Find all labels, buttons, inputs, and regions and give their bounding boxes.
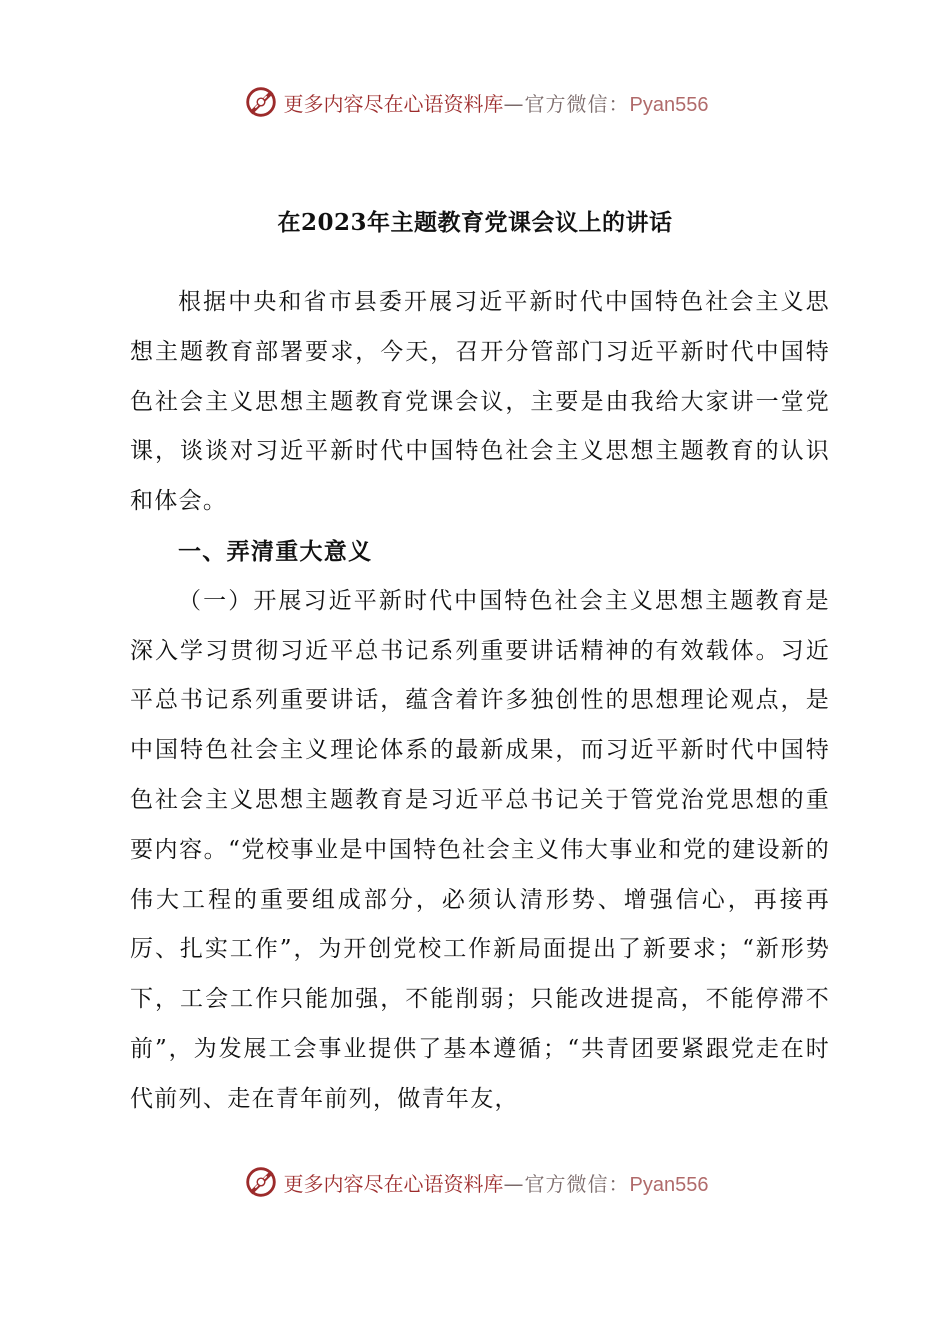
watermark-sub-text: 官方微信： (524, 1171, 630, 1196)
watermark-text (284, 88, 709, 117)
watermark-dash: — (503, 1171, 525, 1196)
section-heading: 一、弄清重大意义 (178, 537, 373, 565)
watermark-text (284, 1168, 709, 1197)
pen-nib-logo-icon (242, 83, 280, 121)
pen-nib-logo-icon (242, 1163, 280, 1201)
intro-paragraph: 根据中央和省市县委开展习近平新时代中国特色社会主义思想主题教育部署要求，今天，召开分管部门习近平新时代中国特色社会主义思想主题教育党课会议，主要是由我给大家讲一堂党课，谈谈对习近平新时代中国特色社会主义思想主题教育的认识和体会。 (130, 289, 830, 515)
watermark-main-text: 更多内容尽在心语资料库 (283, 91, 504, 116)
watermark-sub-text: 官方微信： (524, 91, 630, 116)
watermark-main-text: 更多内容尽在心语资料库 (283, 1171, 504, 1196)
document-body (130, 278, 830, 1125)
document-title: 在2023年主题教育党课会议上的讲话 (277, 209, 673, 236)
watermark-wechat-id: Pyan556 (629, 93, 709, 116)
header-watermark-banner (0, 80, 950, 124)
watermark-wechat-id: Pyan556 (629, 1173, 709, 1196)
watermark-dash: — (503, 91, 525, 116)
footer-watermark-banner (0, 1160, 950, 1204)
section-paragraph: （一）开展习近平新时代中国特色社会主义思想主题教育是深入学习贯彻习近平总书记系列重要讲话精神的有效载体。习近平总书记系列重要讲话，蕴含着许多独创性的思想理论观点，是中国特色社会主义理论体系的最新成果，而习近平新时代中国特色社会主义思想主题教育是习近平总书记关于管党治党思想的重要内容。“党校事业是中国特色社会主义伟大事业和党的建设新的伟大工程的重要组成部分，必须认清形势、增强信心，再接再厉、扎实工作”，为开创党校工作新局面提出了新要求；“新形势下，工会工作只能加强，不能削弱；只能改进提高，不能停滞不前”，为发展工会事业提供了基本遵循；“共青团要紧跟党走在时代前列、走在青年前列，做青年友， (130, 587, 830, 1112)
